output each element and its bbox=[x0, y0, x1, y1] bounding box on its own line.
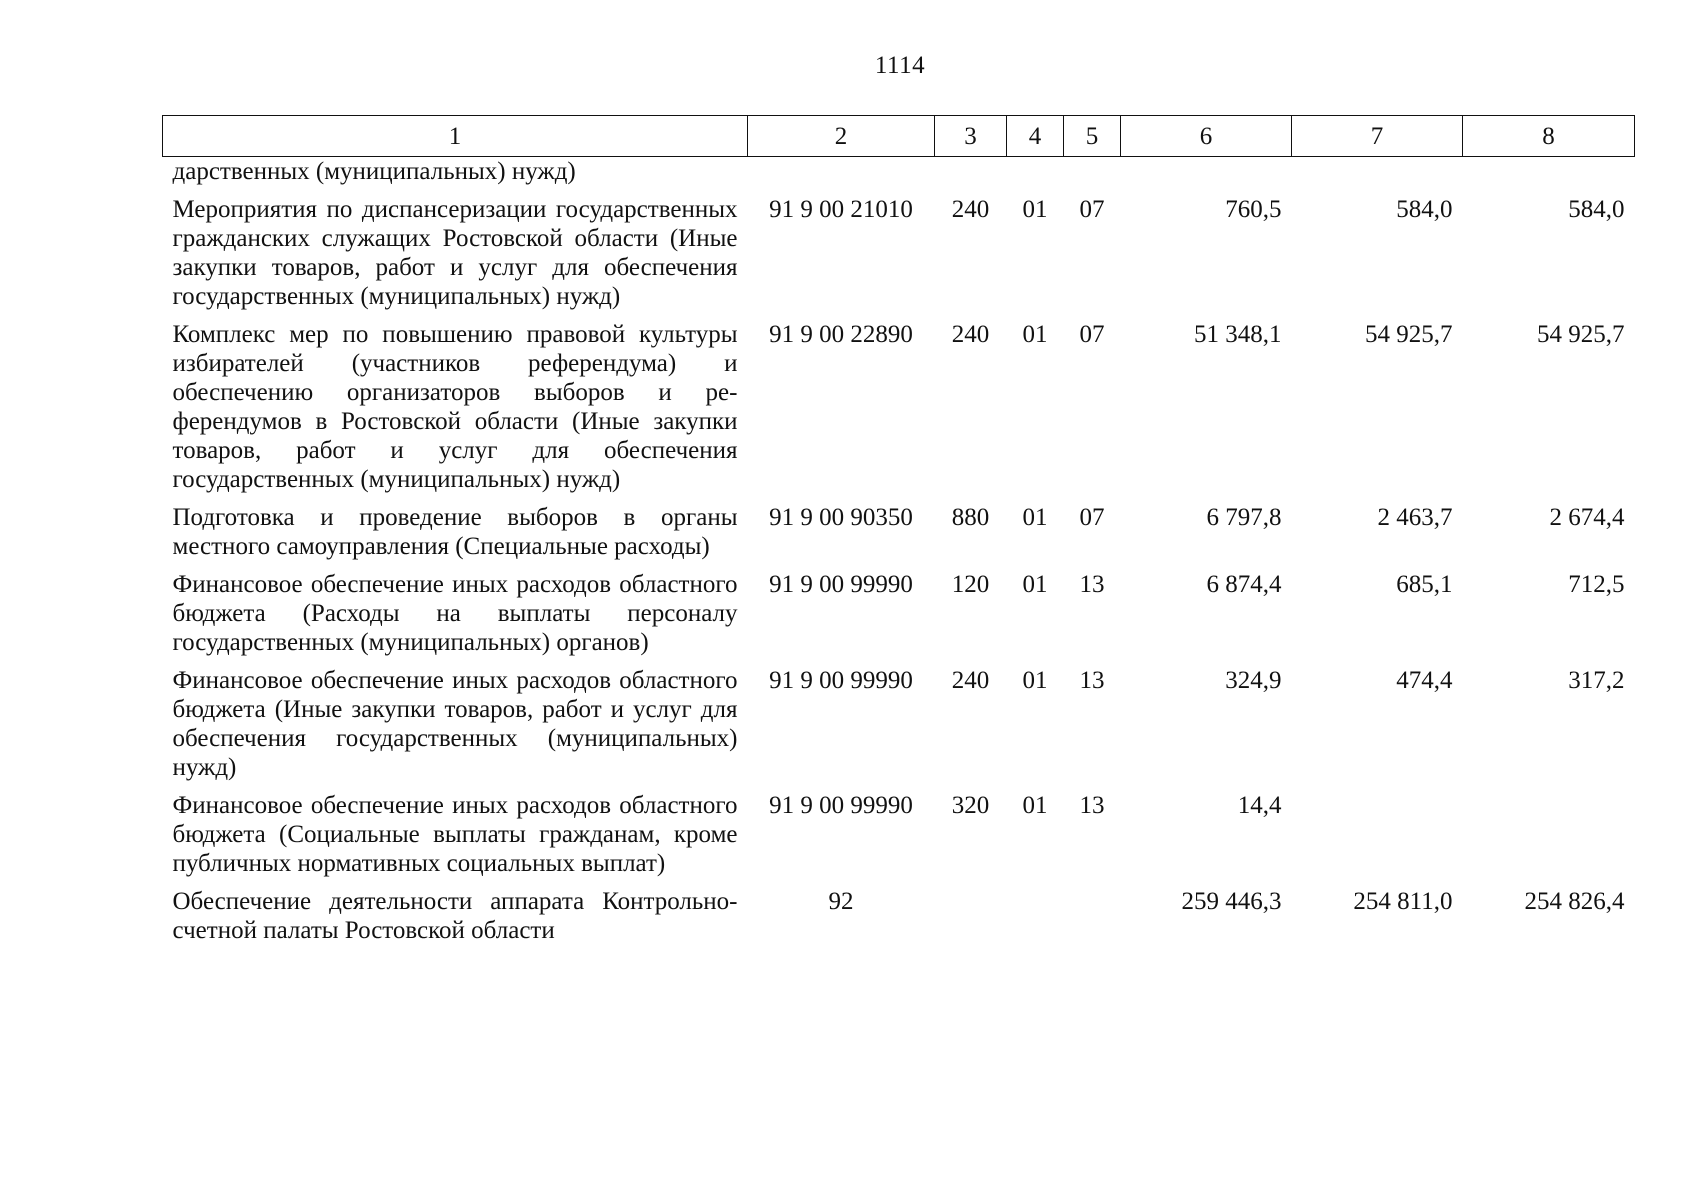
row-value-col6: 6 797,8 bbox=[1206, 504, 1282, 531]
row-value-col8: 317,2 bbox=[1568, 667, 1625, 694]
row-value-col6: 259 446,3 bbox=[1181, 888, 1282, 915]
row-subsection: 07 bbox=[1079, 321, 1105, 348]
row-value-col8 bbox=[1463, 791, 1635, 887]
row-name: Финансовое обеспечение иных расходов областного бюджета (Социальные выплаты гражданам, кроме публичных нормативных социальных выплат) bbox=[172, 792, 738, 877]
row-value-col7: 685,1 bbox=[1396, 571, 1453, 598]
row-target-code: 91 9 00 21010 bbox=[769, 196, 913, 223]
row-value-col7: 254 811,0 bbox=[1353, 888, 1453, 915]
column-header-5: 5 bbox=[1064, 116, 1121, 157]
row-expense-type bbox=[935, 887, 1007, 954]
column-header-8: 8 bbox=[1463, 116, 1635, 157]
row-value-col8: 2 674,4 bbox=[1549, 504, 1625, 531]
row-section: 01 bbox=[1022, 196, 1048, 223]
table-row-continuation bbox=[163, 157, 1635, 196]
row-value-col8: 712,5 bbox=[1568, 571, 1625, 598]
table-row bbox=[163, 570, 1635, 666]
row-section: 01 bbox=[1022, 571, 1048, 598]
row-section: 01 bbox=[1022, 504, 1048, 531]
row-target-code: 92 bbox=[828, 888, 854, 915]
row-expense-type: 240 bbox=[951, 321, 990, 348]
row-subsection: 13 bbox=[1079, 792, 1105, 819]
table-row bbox=[163, 503, 1635, 570]
table-row bbox=[163, 887, 1635, 954]
row-target-code: 91 9 00 99990 bbox=[769, 792, 913, 819]
table-body bbox=[163, 157, 1635, 955]
column-header-7: 7 bbox=[1292, 116, 1463, 157]
row-name: Мероприятия по диспансеризации государственных гражданских служащих Ростовской области (Иные закупки товаров, работ и услуг для обеспечения государственных (муниципальных) нужд) bbox=[172, 196, 738, 310]
row-name: Обеспечение деятельности аппарата Контрольно-счетной палаты Ростовской области bbox=[172, 888, 738, 944]
budget-table bbox=[162, 115, 1635, 954]
row-value-col6: 14,4 bbox=[1237, 792, 1282, 819]
row-subsection bbox=[1064, 887, 1121, 954]
row-expense-type: 320 bbox=[951, 792, 990, 819]
row-subsection: 07 bbox=[1079, 196, 1105, 223]
row-value-col6: 6 874,4 bbox=[1206, 571, 1282, 598]
column-header-3: 3 bbox=[935, 116, 1007, 157]
column-header-6: 6 bbox=[1121, 116, 1292, 157]
row-subsection: 07 bbox=[1079, 504, 1105, 531]
column-header-2: 2 bbox=[748, 116, 935, 157]
row-target-code: 91 9 00 22890 bbox=[769, 321, 913, 348]
row-section: 01 bbox=[1022, 321, 1048, 348]
row-value-col7: 54 925,7 bbox=[1365, 321, 1453, 348]
row-name: Финансовое обеспечение иных расходов областного бюджета (Иные закупки товаров, работ и услуг для обеспечения государственных (муниципальных) нужд) bbox=[172, 667, 738, 781]
row-expense-type: 240 bbox=[951, 196, 990, 223]
row-section bbox=[1007, 887, 1064, 954]
column-header-1: 1 bbox=[163, 116, 748, 157]
row-expense-type: 120 bbox=[951, 571, 990, 598]
row-value-col7 bbox=[1292, 791, 1463, 887]
column-header-4: 4 bbox=[1007, 116, 1064, 157]
row-value-col7: 2 463,7 bbox=[1377, 504, 1453, 531]
table-header bbox=[163, 116, 1635, 157]
row-section: 01 bbox=[1022, 792, 1048, 819]
row-value-col8: 254 826,4 bbox=[1524, 888, 1625, 915]
table-row bbox=[163, 791, 1635, 887]
header-row bbox=[163, 116, 1635, 157]
row-value-col6: 324,9 bbox=[1225, 667, 1282, 694]
row-expense-type: 880 bbox=[951, 504, 990, 531]
row-target-code: 91 9 00 90350 bbox=[769, 504, 913, 531]
row-name: Финансовое обеспечение иных расходов областного бюджета (Расходы на выплаты персоналу государственных (муниципальных) органов) bbox=[172, 571, 738, 656]
row-value-col6: 760,5 bbox=[1225, 196, 1282, 223]
table-row bbox=[163, 195, 1635, 320]
row-target-code: 91 9 00 99990 bbox=[769, 667, 913, 694]
row-subsection: 13 bbox=[1079, 667, 1105, 694]
table-row bbox=[163, 666, 1635, 791]
row-value-col8: 54 925,7 bbox=[1537, 321, 1625, 348]
row-name: Комплекс мер по повышению правовой культуры избирателей (участников референдума) и обеспечению организаторов выборов и референдумов в Ростовской области (Иные закупки товаров, работ и услуг для обеспечения государственных (муниципальных) нужд) bbox=[172, 321, 738, 493]
row-value-col6: 51 348,1 bbox=[1194, 321, 1282, 348]
page-number: 1114 bbox=[874, 52, 926, 79]
continuation-text: дарственных (муниципальных) нужд) bbox=[172, 158, 576, 185]
row-value-col8: 584,0 bbox=[1568, 196, 1625, 223]
row-subsection: 13 bbox=[1079, 571, 1105, 598]
row-value-col7: 584,0 bbox=[1396, 196, 1453, 223]
row-expense-type: 240 bbox=[951, 667, 990, 694]
row-name: Подготовка и проведение выборов в органы местного самоуправления (Специальные расходы) bbox=[172, 504, 738, 560]
table-row bbox=[163, 320, 1635, 503]
row-value-col7: 474,4 bbox=[1396, 667, 1453, 694]
row-section: 01 bbox=[1022, 667, 1048, 694]
row-target-code: 91 9 00 99990 bbox=[769, 571, 913, 598]
